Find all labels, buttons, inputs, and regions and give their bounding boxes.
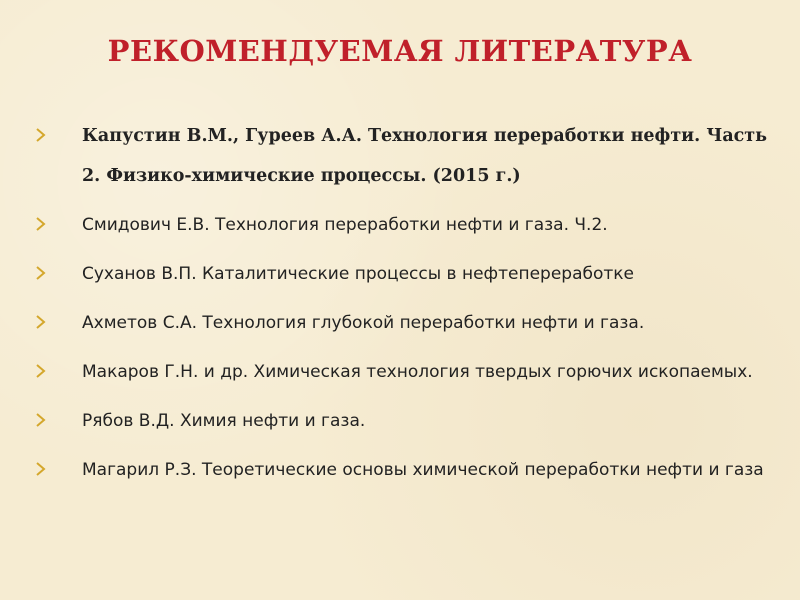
bullet-icon [34, 413, 46, 427]
reference-text: Макаров Г.Н. и др. Химическая технология твердых горючих ископаемых. [82, 362, 753, 382]
reference-text: Капустин В.М., Гуреев А.А. Технология переработки нефти. Часть 2. Физико-химические процессы. (2015 г.) [82, 126, 768, 186]
list-item [34, 401, 774, 441]
bullet-icon [34, 266, 46, 280]
list-item [34, 450, 774, 490]
reference-text: Ахметов С.А. Технология глубокой переработки нефти и газа. [82, 313, 645, 333]
reference-text: Суханов В.П. Каталитические процессы в нефтепереработке [82, 264, 635, 284]
list-item [34, 303, 774, 343]
reference-text: Рябов В.Д. Химия нефти и газа. [82, 411, 366, 431]
list-item [34, 254, 774, 294]
list-item [34, 205, 774, 245]
list-item [34, 352, 774, 392]
bullet-icon [34, 315, 46, 329]
reference-text: Магарил Р.З. Теоретические основы химической переработки нефти и газа [82, 460, 764, 480]
reference-text: Смидович Е.В. Технология переработки нефти и газа. Ч.2. [82, 215, 608, 235]
bullet-icon [34, 364, 46, 378]
bullet-icon [34, 462, 46, 476]
list-item [34, 116, 774, 196]
reference-list [34, 116, 774, 499]
bullet-icon [34, 128, 46, 142]
page-title: РЕКОМЕНДУЕМАЯ ЛИТЕРАТУРА [107, 34, 693, 68]
bullet-icon [34, 217, 46, 231]
